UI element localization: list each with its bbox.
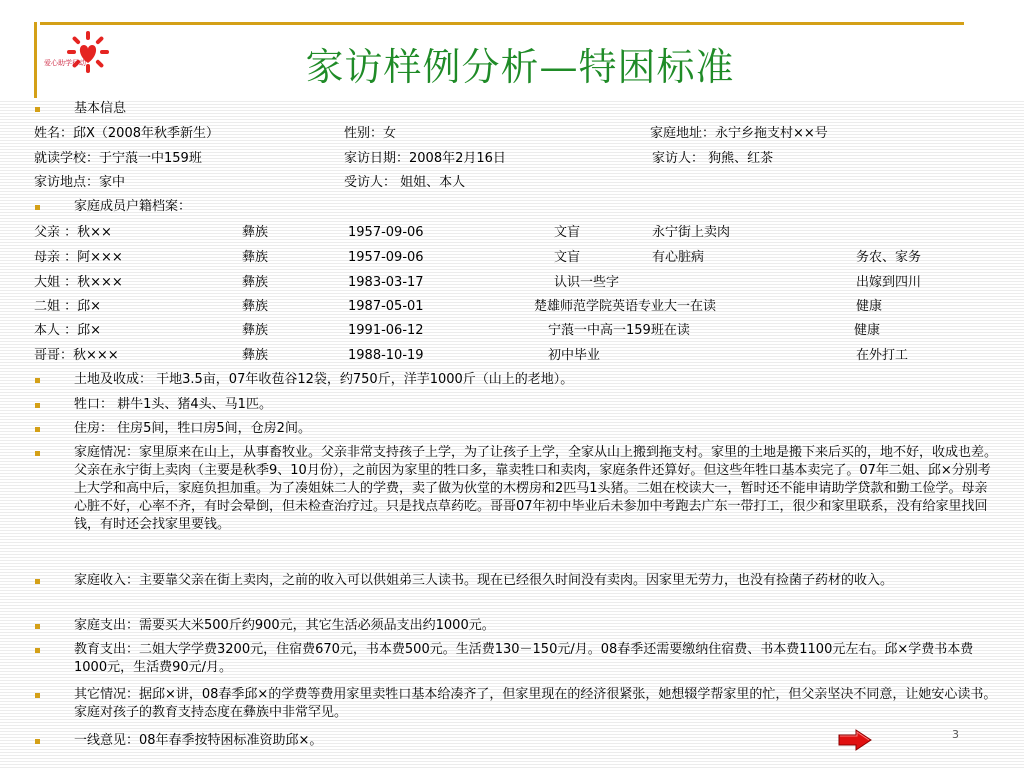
family-member-row (34, 249, 1004, 271)
education-item (34, 641, 1004, 681)
member-education: 宁蒗一中高一159班在读 (548, 323, 690, 338)
bullet-icon (35, 693, 40, 698)
logo (44, 30, 128, 90)
member-ethnicity: 彝族 (242, 348, 269, 363)
member-education: 初中毕业 (548, 348, 601, 363)
land-text: 土地及收成： 干地3.5亩，07年收苞谷12袋，约750斤，洋芋1000斤（山上的老地）。 (74, 372, 574, 387)
member-name: 二姐 ：邱× (34, 299, 102, 314)
opinion-text: 一线意见：08年春季按特困标准资助邱×。 (74, 733, 323, 748)
member-name: 母亲 ：阿××× (34, 250, 123, 265)
page-title: 家访样例分析—特困标准 (305, 45, 735, 89)
interviewees: 受访人： 姐姐、本人 (344, 175, 466, 190)
member-birthdate: 1991-06-12 (348, 323, 424, 338)
basic-row-1 (34, 125, 1004, 147)
member-ethnicity: 彝族 (242, 299, 269, 314)
top-divider (40, 22, 964, 25)
member-name: 父亲 ：秋×× (34, 225, 112, 240)
member-status: 务农、家务 (856, 250, 922, 265)
bullet-icon (35, 624, 40, 629)
livestock-item (34, 396, 1004, 418)
member-status: 在外打工 (856, 348, 909, 363)
member-name: 哥哥：秋××× (34, 348, 119, 363)
other-item (34, 686, 1004, 726)
member-ethnicity: 彝族 (242, 225, 269, 240)
family-member-row (34, 347, 1004, 369)
bullet-icon (35, 579, 40, 584)
land-item (34, 371, 1004, 393)
bullet-icon (35, 739, 40, 744)
bullet-icon (35, 107, 40, 112)
member-status: 出嫁到四川 (856, 275, 922, 290)
visit-date: 家访日期：2008年2月16日 (344, 151, 506, 166)
member-birthdate: 1957-09-06 (348, 250, 424, 265)
income-item (34, 572, 1004, 612)
member-education: 楚雄师范学院英语专业大一在读 (534, 299, 717, 314)
basic-row-3 (34, 174, 1004, 196)
logo-text: 爱心助学行动 (44, 59, 86, 67)
home-address: 家庭地址：永宁乡拖支村××号 (650, 126, 828, 141)
family-member-row (34, 224, 1004, 246)
family-heading: 家庭成员户籍档案： (74, 199, 192, 214)
basic-heading: 基本信息 (74, 101, 127, 116)
housing-text: 住房： 住房5间，牲口房5间，仓房2间。 (74, 421, 311, 436)
bullet-icon (35, 403, 40, 408)
member-name: 大姐 ：秋××× (34, 275, 123, 290)
bullet-icon (35, 648, 40, 653)
visitors: 家访人： 狗熊、红茶 (652, 151, 774, 166)
member-birthdate: 1983-03-17 (348, 275, 424, 290)
member-status: 健康 (854, 323, 881, 338)
bullet-icon (35, 427, 40, 432)
education-text: 教育支出：二姐大学学费3200元，住宿费670元，书本费500元。生活费130－150元/月。08春季还需要缴纳住宿费、书本费1100元左右。邱×学费书本费1000元，生活费90元/月。 (74, 642, 974, 675)
situation-item (34, 444, 1004, 570)
member-status: 健康 (856, 299, 883, 314)
member-note: 有心脏病 (652, 250, 705, 265)
family-member-row (34, 274, 1004, 296)
bullet-icon (35, 205, 40, 210)
member-education: 认识一些字 (554, 275, 620, 290)
bullet-icon (35, 451, 40, 456)
member-education: 文盲 (554, 250, 581, 265)
basic-row-2 (34, 150, 1004, 172)
income-text: 家庭收入：主要靠父亲在街上卖肉，之前的收入可以供姐弟三人读书。现在已经很久时间没有卖肉。因家里无劳力，也没有捡菌子药材的收入。 (74, 573, 894, 588)
member-note: 永宁街上卖肉 (652, 225, 731, 240)
member-education: 文盲 (554, 225, 581, 240)
left-divider (34, 22, 37, 98)
family-member-row (34, 322, 1004, 344)
situation-text: 家庭情况：家里原来在山上，从事畜牧业。父亲非常支持孩子上学，为了让孩子上学，全家从山上搬到拖支村。家里的土地是搬下来后买的，地不好，收成也差。父亲在永宁街上卖肉（主要是秋季9、10月份），之前因为家里的牲口多，靠卖牲口和卖肉，家庭条件还算好。但这些年牲口基本卖完了。07年二姐、邱×分别考上大学和高中后，家庭负担加重。为了凑姐妹二人的学费，卖了做为伙堂的木楞房和2匹马1头猪。二姐在校读大一，暂时还不能申请助学贷款和勤工俭学。母亲心脏不好，心率不齐，有时会晕倒，但未检查治疗过。只是找点草药吃。哥哥07年初中毕业后未参加中考跑去广东一带打工，很少和家里联系，没有给家里找回钱，有时还会找家里要钱。 (74, 445, 998, 532)
bullet-icon (35, 378, 40, 383)
member-birthdate: 1957-09-06 (348, 225, 424, 240)
member-ethnicity: 彝族 (242, 323, 269, 338)
member-birthdate: 1988-10-19 (348, 348, 424, 363)
other-text: 其它情况：据邱×讲，08春季邱×的学费等费用家里卖牲口基本给凑齐了，但家里现在的经济很紧张，她想辍学帮家里的忙，但父亲坚决不同意，让她安心读书。家庭对孩子的教育支持态度在彝族中非常罕见。 (74, 687, 997, 720)
page-number: 3 (952, 728, 959, 741)
school: 就读学校：于宁蒗一中159班 (34, 151, 202, 166)
member-ethnicity: 彝族 (242, 275, 269, 290)
livestock-text: 牲口： 耕牛1头、猪4头、马1匹。 (74, 397, 272, 412)
next-slide-arrow-icon[interactable] (838, 729, 872, 751)
family-member-row (34, 298, 1004, 320)
member-birthdate: 1987-05-01 (348, 299, 424, 314)
expense-item (34, 617, 1004, 639)
student-name: 姓名：邱X（2008年秋季新生） (34, 126, 219, 141)
housing-item (34, 420, 1004, 442)
member-ethnicity: 彝族 (242, 250, 269, 265)
expense-text: 家庭支出：需要买大米500斤约900元，其它生活必须品支出约1000元。 (74, 618, 495, 633)
visit-location: 家访地点：家中 (34, 175, 126, 190)
student-gender: 性别：女 (344, 126, 397, 141)
member-name: 本人 ：邱× (34, 323, 102, 338)
